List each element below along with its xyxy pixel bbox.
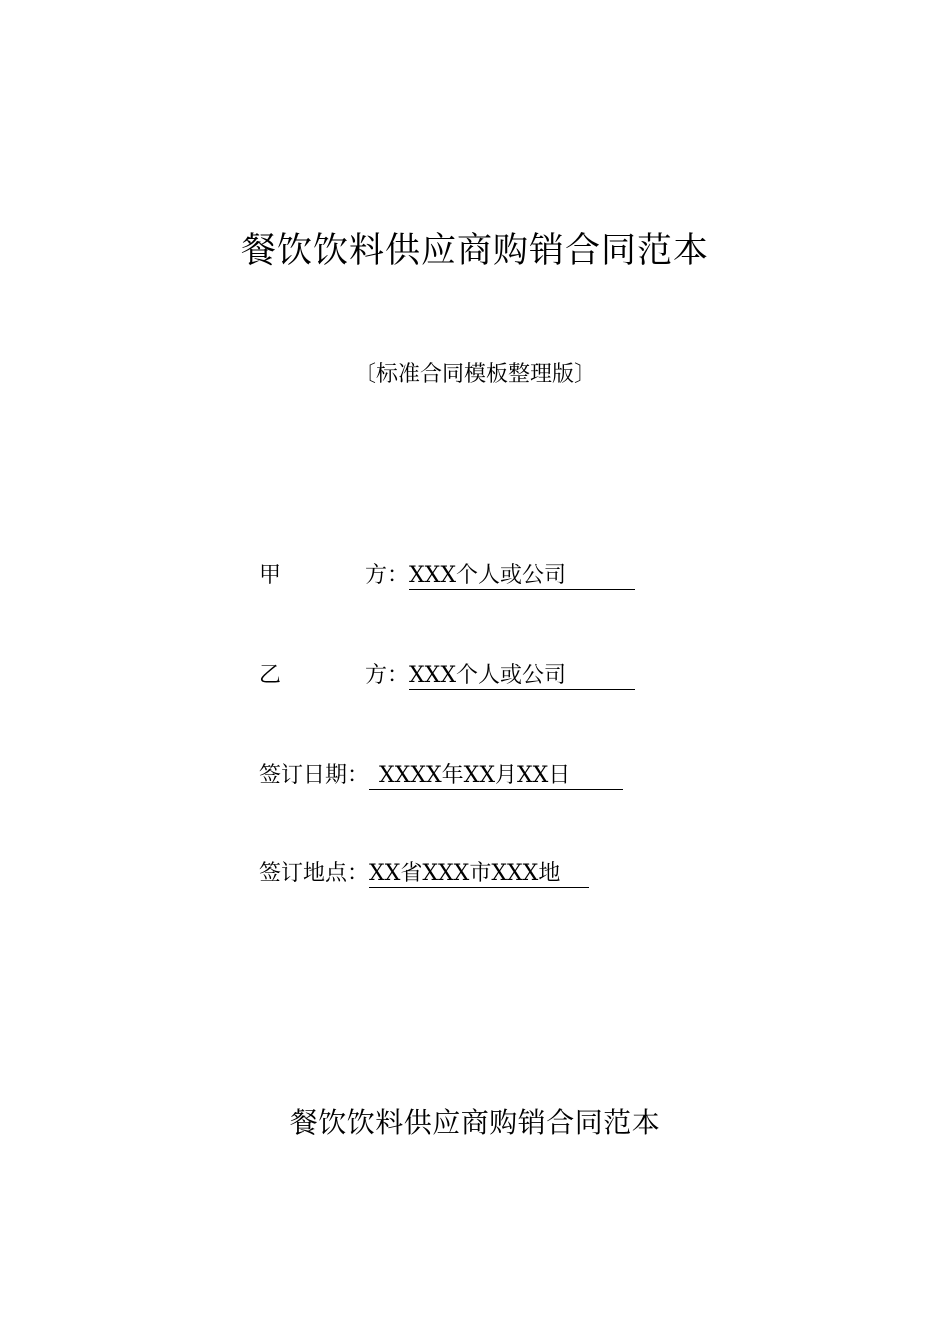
party-a-label — [259, 560, 387, 592]
party-a-field — [259, 560, 635, 592]
signing-date-value: XXXX年XX月XX日 — [369, 763, 623, 790]
party-a-label-char-2: 方 — [364, 563, 387, 588]
document-title: 餐饮饮料供应商购销合同范本 — [240, 231, 709, 271]
signing-date-label: 签订日期 — [259, 763, 348, 788]
signing-place-colon: ： — [347, 861, 370, 886]
document-subtitle: 〔标准合同模板整理版〕 — [353, 362, 596, 387]
signing-date-colon: ： — [347, 763, 370, 788]
party-b-label-char-2: 方 — [364, 663, 387, 688]
party-a-colon: ： — [387, 563, 410, 588]
party-b-colon: ： — [387, 663, 410, 688]
party-b-label — [259, 660, 387, 692]
bottom-title: 餐饮饮料供应商购销合同范本 — [289, 1106, 661, 1139]
party-b-field — [259, 660, 635, 692]
party-b-label-char-1: 乙 — [259, 663, 282, 688]
party-a-label-char-1: 甲 — [259, 563, 282, 588]
party-a-value: XXX个人或公司 — [409, 563, 635, 590]
signing-place-field — [259, 858, 589, 890]
signing-place-value: XX省XXX市XXX地 — [369, 861, 589, 888]
party-b-value: XXX个人或公司 — [409, 663, 635, 690]
signing-date-field — [259, 760, 623, 792]
signing-place-label: 签订地点 — [259, 861, 348, 886]
